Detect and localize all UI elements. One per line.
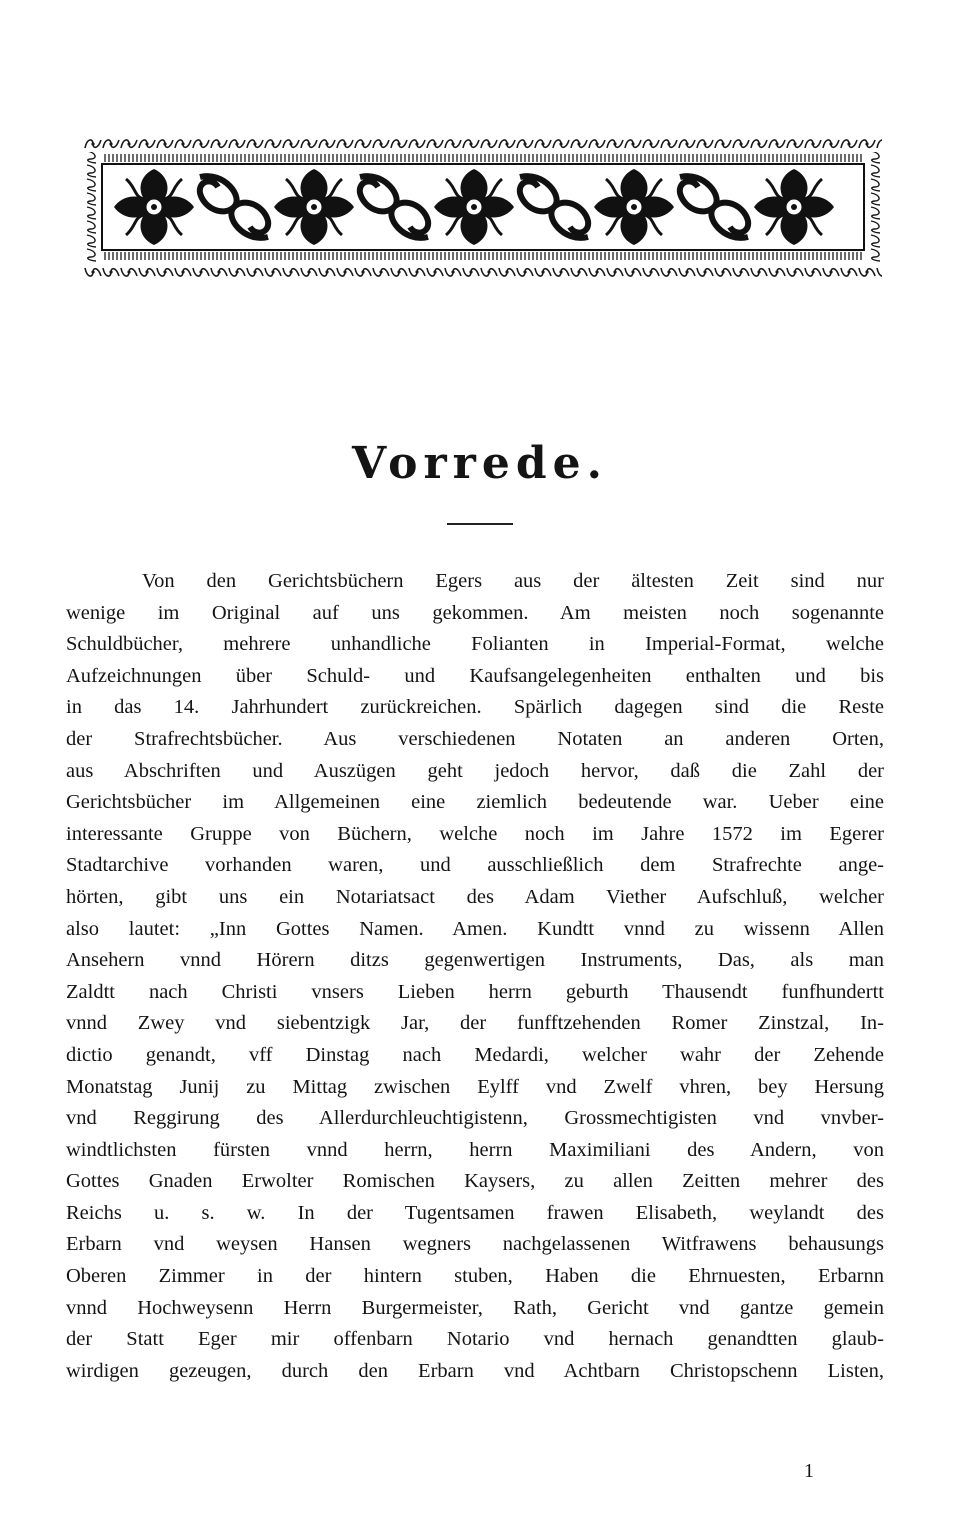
text-line: Gottes Gnaden Erwolter Romischen Kaysers, zu allen Zeitten mehrer des <box>66 1170 884 1193</box>
text-line: Zaldtt nach Christi vnsers Lieben herrn geburth Thausendt funfhundertt <box>66 980 884 1003</box>
text-line: also lautet: „Inn Gottes Namen. Amen. Kundtt vnnd zu wissenn Allen <box>66 917 884 940</box>
text-line: Erbarn vnd weysen Hansen wegners nachgelassenen Witfrawens behausungs <box>66 1233 884 1256</box>
text-line: dictio genandt, vff Dinstag nach Medardi, welcher wahr der Zehende <box>66 1043 884 1066</box>
text-line: der Strafrechtsbücher. Aus verschiedenen Notaten an anderen Orten, <box>66 727 884 750</box>
text-line: windtlichsten fürsten vnnd herrn, herrn Maximiliani des Andern, von <box>66 1138 884 1161</box>
header-ornament <box>84 136 882 278</box>
text-line: Ansehern vnnd Hörern ditzs gegenwertigen Instruments, Das, als man <box>66 949 884 972</box>
text-line: vnnd Hochweysenn Herrn Burgermeister, Rath, Gericht vnd gantze gemein <box>66 1296 884 1319</box>
text-line: interessante Gruppe von Büchern, welche noch im Jahre 1572 im Egerer <box>66 822 884 845</box>
text-line: Gerichtsbücher im Allgemeinen eine ziemlich bedeutende war. Ueber eine <box>66 791 884 814</box>
text-line: Reichs u. s. w. In der Tugentsamen frawen Elisabeth, weylandt des <box>66 1201 884 1224</box>
text-line: aus Abschriften und Auszügen geht jedoch hervor, daß die Zahl der <box>66 759 884 782</box>
text-line: der Statt Eger mir offenbarn Notario vnd hernach genandtten glaub- <box>66 1328 884 1351</box>
text-line: Monatstag Junij zu Mittag zwischen Eylff vnd Zwelf vhren, bey Hersung <box>66 1075 884 1098</box>
text-line: Von den Gerichtsbüchern Egers aus der ältesten Zeit sind nur <box>142 570 884 592</box>
text-line: vnnd Zwey vnd siebentzigk Jar, der funfftzehenden Romer Zinstzal, In- <box>66 1012 884 1035</box>
text-line: wirdigen gezeugen, durch den Erbarn vnd Achtbarn Christopschenn Listen, <box>66 1359 884 1382</box>
title-divider <box>447 523 513 525</box>
text-line: in das 14. Jahrhundert zurückreichen. Spärlich dagegen sind die Reste <box>66 696 884 719</box>
body-text <box>66 566 884 1387</box>
text-line: hörten, gibt uns ein Notariatsact des Adam Viether Aufschluß, welcher <box>66 885 884 908</box>
text-line: Oberen Zimmer in der hintern stuben, Haben die Ehrnuesten, Erbarnn <box>66 1265 884 1288</box>
text-line: Stadtarchive vorhanden waren, und ausschließlich dem Strafrechte ange- <box>66 854 884 877</box>
text-line: vnd Reggirung des Allerdurchleuchtigistenn, Grossmechtigisten vnd vnvber- <box>66 1107 884 1130</box>
text-line: Schuldbücher, mehrere unhandliche Folianten in Imperial-Format, welche <box>66 633 884 656</box>
page-number: 1 <box>804 1460 814 1482</box>
page-title: Vorrede. <box>352 438 608 489</box>
text-line: Aufzeichnungen über Schuld- und Kaufsangelegenheiten enthalten und bis <box>66 664 884 687</box>
text-line: wenige im Original auf uns gekommen. Am meisten noch sogenannte <box>66 601 884 624</box>
